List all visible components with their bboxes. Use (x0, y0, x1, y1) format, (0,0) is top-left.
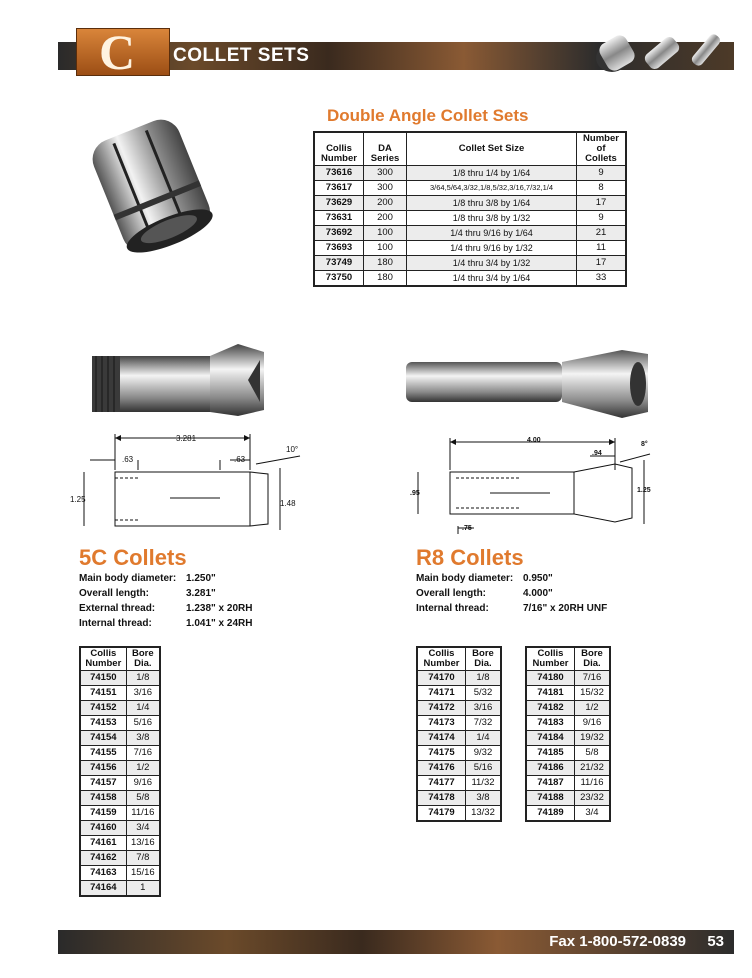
bore-dia: 11/16 (574, 776, 610, 791)
collis-number: 74179 (417, 806, 465, 822)
table-row (417, 686, 501, 701)
table-row (526, 731, 610, 746)
collis-number: 74170 (417, 671, 465, 686)
da-collet-count: 8 (577, 181, 627, 196)
da-collis-number: 73693 (314, 241, 364, 256)
r8-bore-table-2 (525, 646, 611, 822)
collis-number: 74186 (526, 761, 574, 776)
double-angle-title: Double Angle Collet Sets (327, 106, 529, 125)
bore-dia: 3/8 (465, 791, 501, 806)
table-row (314, 211, 626, 226)
da-set-size: 1/8 thru 3/8 by 1/32 (407, 211, 577, 226)
collis-number: 74184 (526, 731, 574, 746)
collis-logo: C (76, 28, 170, 76)
spec-value: 7/16" x 20RH UNF (523, 603, 608, 614)
collis-number: 74164 (80, 881, 126, 897)
5c-dim-left: .63 (122, 455, 134, 464)
collis-number: 74181 (526, 686, 574, 701)
spec-label: Internal thread: (79, 618, 152, 629)
collis-number: 74155 (80, 746, 126, 761)
bore-dia: 15/32 (574, 686, 610, 701)
table-row (417, 806, 501, 822)
bore-dia: 5/16 (465, 761, 501, 776)
table-row (417, 791, 501, 806)
bore-dia: 11/16 (126, 806, 160, 821)
double-angle-collet-image (78, 112, 228, 262)
table-row (417, 776, 501, 791)
table-row (80, 731, 160, 746)
col-da-series: DA Series (364, 132, 407, 166)
5c-dim-angle: 10° (286, 445, 299, 454)
collis-number: 74151 (80, 686, 126, 701)
bore-dia: 9/16 (574, 716, 610, 731)
5c-dim-overall: 3.281 (176, 434, 197, 443)
table-row (314, 181, 626, 196)
table-row (526, 716, 610, 731)
bore-dia: 7/16 (126, 746, 160, 761)
r8-dimension-diagram (410, 434, 660, 538)
table-row (526, 701, 610, 716)
table-row (80, 686, 160, 701)
5c-collet-image (88, 340, 268, 420)
da-collet-count: 21 (577, 226, 627, 241)
table-row (526, 761, 610, 776)
da-collis-number: 73617 (314, 181, 364, 196)
5c-dim-right: .63 (234, 455, 246, 464)
bore-dia: 15/16 (126, 866, 160, 881)
bore-dia: 3/4 (126, 821, 160, 836)
bore-dia: 1/4 (465, 731, 501, 746)
table-row (526, 671, 610, 686)
da-set-size: 1/4 thru 9/16 by 1/32 (407, 241, 577, 256)
da-collet-count: 9 (577, 166, 627, 181)
5c-dim-dia-right: 1.48 (280, 499, 296, 508)
table-row (314, 241, 626, 256)
5c-dimension-diagram (70, 430, 310, 540)
table-row (417, 761, 501, 776)
table-row (80, 791, 160, 806)
table-row (80, 776, 160, 791)
5c-title: 5C Collets (79, 545, 187, 570)
collis-number: 74176 (417, 761, 465, 776)
table-row (526, 806, 610, 822)
da-collis-number: 73692 (314, 226, 364, 241)
collis-number: 74163 (80, 866, 126, 881)
collis-number: 74153 (80, 716, 126, 731)
da-collet-count: 17 (577, 256, 627, 271)
spec-label: Main body diameter: (79, 573, 177, 584)
da-collis-number: 73629 (314, 196, 364, 211)
fax-number: Fax 1-800-572-0839 (549, 933, 686, 950)
table-row (80, 866, 160, 881)
table-row (417, 716, 501, 731)
r8-dim-tip: .94 (592, 450, 602, 457)
bore-dia: 1/8 (126, 671, 160, 686)
collis-number: 74188 (526, 791, 574, 806)
spec-label: Overall length: (416, 588, 487, 599)
da-series: 200 (364, 211, 407, 226)
table-row (80, 761, 160, 776)
r8-dim-overall: 4.00 (527, 437, 541, 444)
da-series: 300 (364, 166, 407, 181)
table-row (526, 746, 610, 761)
table-row (80, 821, 160, 836)
col-collis-number: Collis Number (526, 647, 574, 671)
spec-value: 0.950" (523, 573, 553, 584)
collis-number: 74189 (526, 806, 574, 822)
da-series: 180 (364, 256, 407, 271)
collis-number: 74183 (526, 716, 574, 731)
col-number-of-collets: Number of Collets (577, 132, 627, 166)
bore-dia: 1 (126, 881, 160, 897)
r8-dim-dia-right: 1.25 (637, 487, 651, 494)
bore-dia: 7/16 (574, 671, 610, 686)
bore-dia: 23/32 (574, 791, 610, 806)
col-collis-number: Collis Number (314, 132, 364, 166)
collis-number: 74177 (417, 776, 465, 791)
header-collets-image (584, 28, 734, 76)
da-set-size: 1/4 thru 3/4 by 1/64 (407, 271, 577, 287)
collis-number: 74182 (526, 701, 574, 716)
spec-label: External thread: (79, 603, 156, 614)
table-row (314, 166, 626, 181)
table-row (526, 776, 610, 791)
table-row (80, 851, 160, 866)
r8-dim-angle: 8° (641, 441, 648, 448)
collis-number: 74154 (80, 731, 126, 746)
table-row (80, 806, 160, 821)
table-row (80, 671, 160, 686)
table-row (314, 226, 626, 241)
spec-value: 4.000" (523, 588, 553, 599)
bore-dia: 1/2 (126, 761, 160, 776)
col-bore-dia: Bore Dia. (126, 647, 160, 671)
r8-dim-dia-left: .95 (410, 490, 420, 497)
bore-dia: 9/32 (465, 746, 501, 761)
table-row (80, 701, 160, 716)
spec-value: 1.238" x 20RH (186, 603, 253, 614)
collis-number: 74156 (80, 761, 126, 776)
table-row (526, 686, 610, 701)
bore-dia: 1/4 (126, 701, 160, 716)
col-collet-set-size: Collet Set Size (407, 132, 577, 166)
collis-number: 74187 (526, 776, 574, 791)
da-set-size: 1/4 thru 3/4 by 1/32 (407, 256, 577, 271)
r8-dim-slot: .75 (462, 525, 472, 532)
page-footer (58, 930, 734, 954)
bore-dia: 19/32 (574, 731, 610, 746)
collis-number: 74160 (80, 821, 126, 836)
table-row (314, 271, 626, 287)
da-collet-count: 9 (577, 211, 627, 226)
collis-number: 74172 (417, 701, 465, 716)
double-angle-table (313, 131, 627, 287)
5c-bore-table (79, 646, 161, 897)
table-row (417, 671, 501, 686)
spec-value: 1.250" (186, 573, 216, 584)
table-row (314, 256, 626, 271)
bore-dia: 13/32 (465, 806, 501, 822)
collis-number: 74157 (80, 776, 126, 791)
da-set-size: 1/8 thru 3/8 by 1/64 (407, 196, 577, 211)
table-row (526, 791, 610, 806)
col-collis-number: Collis Number (417, 647, 465, 671)
bore-dia: 21/32 (574, 761, 610, 776)
bore-dia: 3/8 (126, 731, 160, 746)
collis-number: 74150 (80, 671, 126, 686)
table-row (80, 746, 160, 761)
da-series: 100 (364, 241, 407, 256)
da-set-size: 1/4 thru 9/16 by 1/64 (407, 226, 577, 241)
da-series: 100 (364, 226, 407, 241)
da-collis-number: 73749 (314, 256, 364, 271)
da-series: 300 (364, 181, 407, 196)
table-row (80, 836, 160, 851)
spec-label: Overall length: (79, 588, 150, 599)
bore-dia: 5/8 (126, 791, 160, 806)
section-title: COLLET SETS (173, 45, 310, 66)
table-row (314, 196, 626, 211)
r8-bore-table-1 (416, 646, 502, 822)
da-series: 200 (364, 196, 407, 211)
r8-specs (416, 573, 676, 633)
r8-collet-image (402, 346, 652, 426)
da-collis-number: 73631 (314, 211, 364, 226)
collis-number: 74185 (526, 746, 574, 761)
bore-dia: 3/16 (465, 701, 501, 716)
collis-number: 74162 (80, 851, 126, 866)
collis-number: 74178 (417, 791, 465, 806)
table-row (417, 701, 501, 716)
bore-dia: 7/32 (465, 716, 501, 731)
da-collet-count: 33 (577, 271, 627, 287)
5c-specs (79, 573, 339, 633)
bore-dia: 3/16 (126, 686, 160, 701)
collis-number: 74159 (80, 806, 126, 821)
5c-dim-dia-left: 1.25 (70, 495, 86, 504)
da-collis-number: 73616 (314, 166, 364, 181)
col-bore-dia: Bore Dia. (465, 647, 501, 671)
collis-number: 74152 (80, 701, 126, 716)
col-collis-number: Collis Number (80, 647, 126, 671)
da-collis-number: 73750 (314, 271, 364, 287)
table-row (80, 881, 160, 897)
page-header (58, 24, 734, 80)
spec-label: Main body diameter: (416, 573, 514, 584)
collis-number: 74174 (417, 731, 465, 746)
collis-number: 74180 (526, 671, 574, 686)
spec-label: Internal thread: (416, 603, 489, 614)
collis-number: 74171 (417, 686, 465, 701)
bore-dia: 9/16 (126, 776, 160, 791)
spec-value: 3.281" (186, 588, 216, 599)
table-row (80, 716, 160, 731)
bore-dia: 1/8 (465, 671, 501, 686)
da-collet-count: 11 (577, 241, 627, 256)
da-set-size: 1/8 thru 1/4 by 1/64 (407, 166, 577, 181)
collis-number: 74161 (80, 836, 126, 851)
bore-dia: 11/32 (465, 776, 501, 791)
bore-dia: 3/4 (574, 806, 610, 822)
spec-value: 1.041" x 24RH (186, 618, 253, 629)
r8-title: R8 Collets (416, 545, 524, 570)
collis-number: 74175 (417, 746, 465, 761)
da-series: 180 (364, 271, 407, 287)
da-set-size: 3/64,5/64,3/32,1/8,5/32,3/16,7/32,1/4 (407, 181, 577, 196)
collis-number: 74158 (80, 791, 126, 806)
bore-dia: 5/32 (465, 686, 501, 701)
table-row (417, 731, 501, 746)
collis-number: 74173 (417, 716, 465, 731)
bore-dia: 5/16 (126, 716, 160, 731)
da-collet-count: 17 (577, 196, 627, 211)
page-number: 53 (707, 933, 724, 950)
bore-dia: 5/8 (574, 746, 610, 761)
col-bore-dia: Bore Dia. (574, 647, 610, 671)
bore-dia: 7/8 (126, 851, 160, 866)
table-row (417, 746, 501, 761)
bore-dia: 1/2 (574, 701, 610, 716)
bore-dia: 13/16 (126, 836, 160, 851)
